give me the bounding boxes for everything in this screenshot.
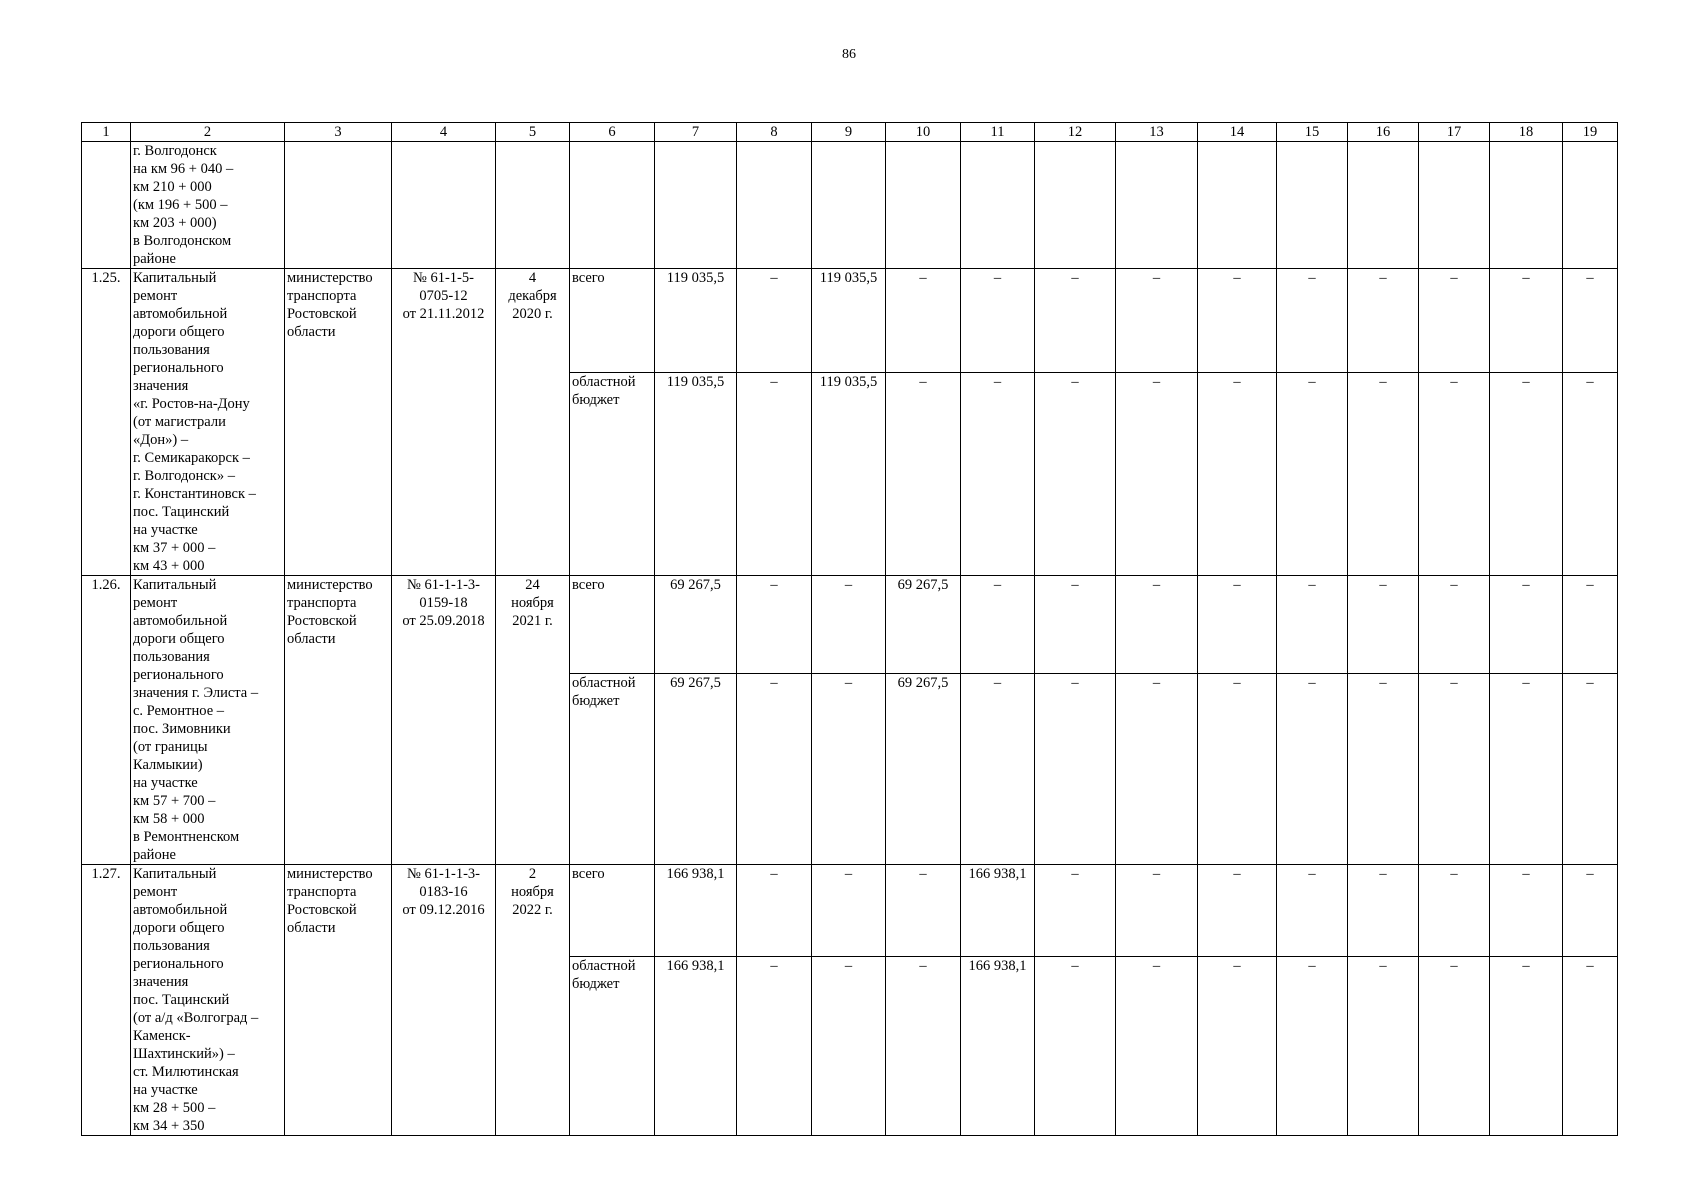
cell-source: областной бюджет [570, 373, 655, 576]
cell-value: – [1116, 674, 1198, 865]
cell-value: – [961, 576, 1035, 674]
cell-value: – [1490, 956, 1563, 1135]
cell-value: – [1198, 576, 1277, 674]
cell-value: – [1116, 865, 1198, 957]
cell-value: – [886, 373, 961, 576]
cell-value: – [812, 956, 886, 1135]
cell-value: – [1277, 956, 1348, 1135]
cell-source: областной бюджет [570, 956, 655, 1135]
header-cell: 19 [1563, 123, 1618, 142]
cell-value: 69 267,5 [655, 576, 737, 674]
header-cell: 6 [570, 123, 655, 142]
cell-value: 166 938,1 [961, 865, 1035, 957]
cell-value: – [1348, 373, 1419, 576]
cell-value: – [1490, 373, 1563, 576]
cell-value: – [1419, 373, 1490, 576]
cell-value: – [1035, 956, 1116, 1135]
cell-value: – [1116, 956, 1198, 1135]
cell-value: 119 035,5 [655, 269, 737, 373]
cell-value: – [1035, 576, 1116, 674]
cell-value: – [1198, 373, 1277, 576]
cell-value: – [886, 865, 961, 957]
header-cell: 1 [82, 123, 131, 142]
cell-value: – [961, 269, 1035, 373]
header-cell: 16 [1348, 123, 1419, 142]
cell-source: всего [570, 576, 655, 674]
cell-value: 166 938,1 [655, 865, 737, 957]
cell-num [82, 142, 131, 269]
cell-value: – [1348, 674, 1419, 865]
cell-value: – [737, 956, 812, 1135]
cell-value: – [1419, 674, 1490, 865]
cell-value: – [812, 865, 886, 957]
header-cell: 9 [812, 123, 886, 142]
cell-value: 166 938,1 [655, 956, 737, 1135]
cell-value: – [812, 576, 886, 674]
header-cell: 15 [1277, 123, 1348, 142]
cell-value: – [1419, 865, 1490, 957]
cell-value: – [737, 674, 812, 865]
header-cell: 14 [1198, 123, 1277, 142]
cell-value: – [1419, 269, 1490, 373]
page-number: 86 [842, 47, 856, 62]
cell-value: – [1348, 865, 1419, 957]
header-cell: 18 [1490, 123, 1563, 142]
cell-description: Капитальный ремонт автомобильной дороги общего пользования регионального значения пос. Тацинский (от а/д «Волгоград – Каменск- Шахтинский») – ст. Милютинская на участке км 28 + 500 – км 34 + 350 [131, 865, 285, 1136]
cell-customer: министерство транспорта Ростовской области [285, 269, 392, 576]
cell-value: – [1490, 269, 1563, 373]
cell-value: – [1035, 674, 1116, 865]
cell-value: 69 267,5 [886, 674, 961, 865]
cell-source: всего [570, 865, 655, 957]
header-cell: 3 [285, 123, 392, 142]
cell-value: – [1348, 576, 1419, 674]
cell-customer: министерство транспорта Ростовской области [285, 865, 392, 1136]
cell-value: – [1035, 865, 1116, 957]
cell-value: – [1419, 576, 1490, 674]
cell-value: – [1198, 956, 1277, 1135]
header-cell: 5 [496, 123, 570, 142]
table-row [82, 269, 1618, 373]
header-cell: 12 [1035, 123, 1116, 142]
cell-value: – [1116, 269, 1198, 373]
cell-document: № 61-1-1-3- 0183-16 от 09.12.2016 [392, 865, 496, 1136]
cell-value: – [1563, 674, 1618, 865]
cell-value: – [737, 269, 812, 373]
table-row [82, 576, 1618, 674]
cell-deadline: 24 ноября 2021 г. [496, 576, 570, 865]
header-row [82, 123, 1618, 142]
document-table [81, 122, 1618, 1136]
continuation-row [82, 142, 1618, 269]
cell-value: – [737, 373, 812, 576]
cell-document: № 61-1-5- 0705-12 от 21.11.2012 [392, 269, 496, 576]
cell-value: 119 035,5 [812, 269, 886, 373]
cell-value: 166 938,1 [961, 956, 1035, 1135]
cell-value: – [1419, 956, 1490, 1135]
cell-description: Капитальный ремонт автомобильной дороги общего пользования регионального значения г. Элиста – с. Ремонтное – пос. Зимовники (от границы Калмыкии) на участке км 57 + 700 – км 58 + 000 в Ремонтненском районе [131, 576, 285, 865]
cell-value: – [1035, 269, 1116, 373]
cell-num: 1.26. [82, 576, 131, 865]
cell-value: – [961, 674, 1035, 865]
cell-document: № 61-1-1-3- 0159-18 от 25.09.2018 [392, 576, 496, 865]
cell-source: областной бюджет [570, 674, 655, 865]
cell-value: – [1490, 576, 1563, 674]
header-cell: 10 [886, 123, 961, 142]
cell-value: – [1198, 269, 1277, 373]
cell-deadline: 2 ноября 2022 г. [496, 865, 570, 1136]
cell-value: – [1277, 269, 1348, 373]
cell-source: всего [570, 269, 655, 373]
header-cell: 2 [131, 123, 285, 142]
cell-value: – [1035, 373, 1116, 576]
cell-value: – [1277, 865, 1348, 957]
cell-value: – [812, 674, 886, 865]
cell-value: – [737, 865, 812, 957]
cell-value: 69 267,5 [655, 674, 737, 865]
table-row [82, 865, 1618, 957]
header-cell: 17 [1419, 123, 1490, 142]
cell-num: 1.27. [82, 865, 131, 1136]
cell-value: 119 035,5 [812, 373, 886, 576]
cell-value: – [1116, 576, 1198, 674]
cell-value: – [1116, 373, 1198, 576]
cell-value: – [1198, 865, 1277, 957]
cell-value: – [1563, 956, 1618, 1135]
cell-value: – [1277, 373, 1348, 576]
header-cell: 8 [737, 123, 812, 142]
cell-description: г. Волгодонск на км 96 + 040 – км 210 + 000 (км 196 + 500 – км 203 + 000) в Волгодонском районе [131, 142, 285, 269]
cell-value: – [1563, 865, 1618, 957]
header-cell: 13 [1116, 123, 1198, 142]
cell-description: Капитальный ремонт автомобильной дороги общего пользования регионального значения «г. Ростов-на-Дону (от магистрали «Дон») – г. Семикаракорск – г. Волгодонск» – г. Константиновск – пос. Тацинский на участке км 37 + 000 – км 43 + 000 [131, 269, 285, 576]
cell-value: – [1277, 674, 1348, 865]
cell-value: – [1563, 269, 1618, 373]
cell-value: – [886, 269, 961, 373]
cell-deadline: 4 декабря 2020 г. [496, 269, 570, 576]
cell-value: – [1198, 674, 1277, 865]
cell-customer: министерство транспорта Ростовской области [285, 576, 392, 865]
header-cell: 11 [961, 123, 1035, 142]
cell-value: – [1563, 373, 1618, 576]
cell-value: – [737, 576, 812, 674]
cell-value: 69 267,5 [886, 576, 961, 674]
cell-value: – [1490, 674, 1563, 865]
cell-num: 1.25. [82, 269, 131, 576]
cell-value: – [1348, 956, 1419, 1135]
cell-value: – [1490, 865, 1563, 957]
cell-value: – [886, 956, 961, 1135]
cell-value: – [1563, 576, 1618, 674]
cell-value: 119 035,5 [655, 373, 737, 576]
header-cell: 4 [392, 123, 496, 142]
cell-value: – [1277, 576, 1348, 674]
cell-value: – [1348, 269, 1419, 373]
header-cell: 7 [655, 123, 737, 142]
cell-value: – [961, 373, 1035, 576]
